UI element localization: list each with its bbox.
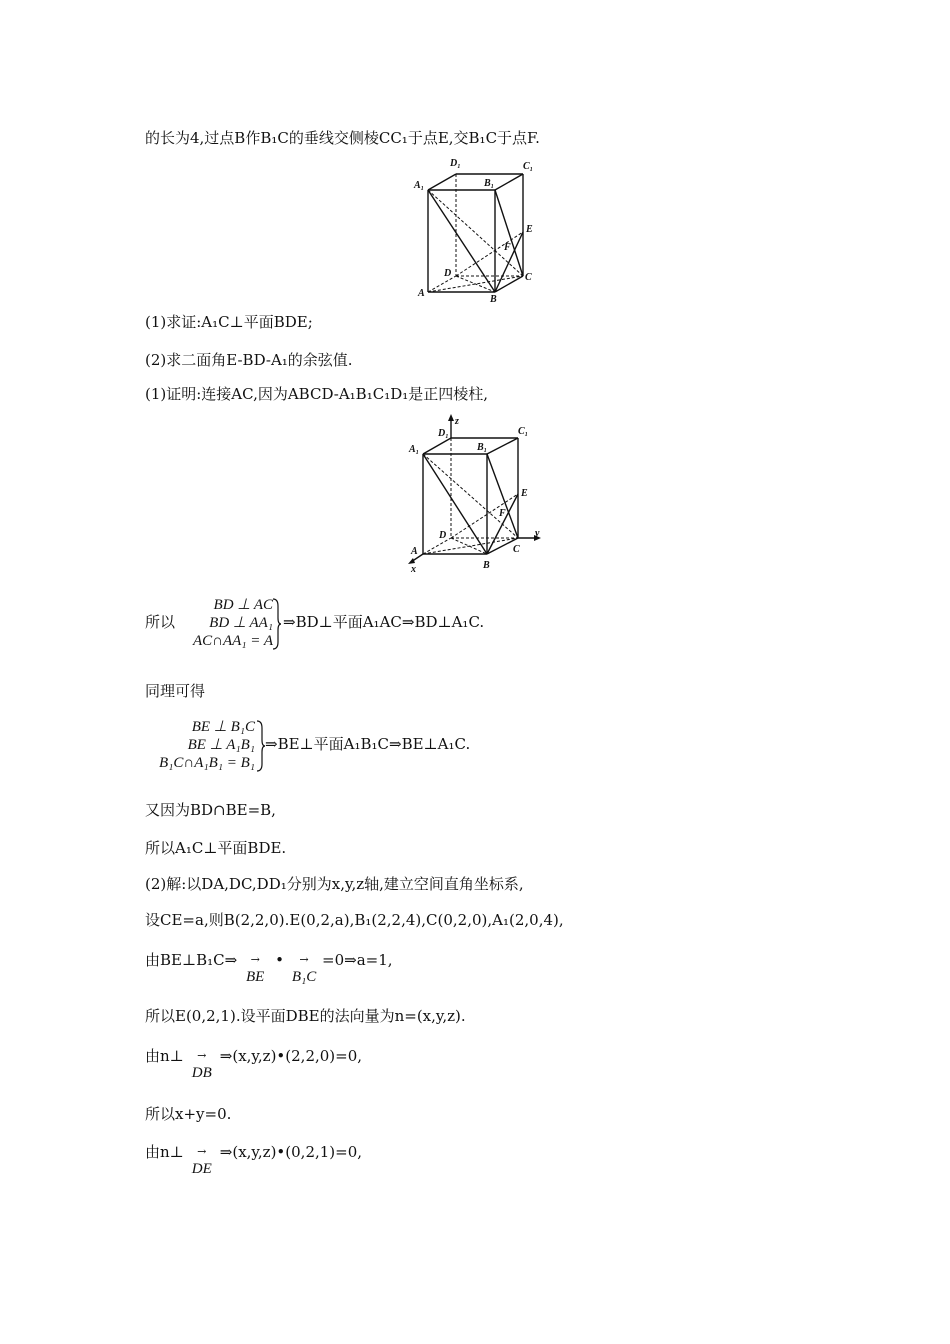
system-1-row-2: BD ⊥ AA₁ <box>209 615 273 631</box>
equation-system-2 <box>145 718 565 774</box>
label-A1: A₁ <box>414 180 425 191</box>
vector-B1C: → B₁C <box>291 953 317 985</box>
label-A: A <box>411 546 418 557</box>
dot-operator: • <box>275 951 285 969</box>
prism-figure-2 <box>405 412 555 574</box>
x-plus-y-line: 所以x+y=0. <box>145 1105 232 1123</box>
perpendicular-condition <box>145 950 393 990</box>
label-F: F <box>499 508 506 519</box>
similarly-line: 同理可得 <box>145 682 206 700</box>
label-B1: B₁ <box>484 178 495 189</box>
eq14-pre: 由n⊥ <box>145 1143 184 1161</box>
system-1-lead: 所以 <box>145 613 176 631</box>
solution-start: (2)解:以DA,DC,DD₁分别为x,y,z轴,建立空间直角坐标系, <box>145 875 524 893</box>
eq10-post: =0⇒a=1, <box>322 951 393 969</box>
problem-statement-line: 的长为4,过点B作B₁C的垂线交侧棱CC₁于点E,交B₁C于点F. <box>145 129 540 147</box>
brace-icon <box>272 598 282 650</box>
label-z-axis: z <box>455 416 459 427</box>
system-1-conclusion: ⇒BD⊥平面A₁AC⇒BD⊥A₁C. <box>283 613 485 631</box>
label-D: D <box>439 530 447 541</box>
label-A1: A₁ <box>409 444 420 455</box>
prism-diagram-2 <box>405 412 555 574</box>
proof-conclusion: 所以A₁C⊥平面BDE. <box>145 839 287 857</box>
equation-system-1 <box>145 596 545 652</box>
label-B1: B₁ <box>477 442 488 453</box>
vector-DE: → DE <box>191 1145 212 1177</box>
question-2: (2)求二面角E-BD-A₁的余弦值. <box>145 351 353 369</box>
system-2-conclusion: ⇒BE⊥平面A₁B₁C⇒BE⊥A₁C. <box>265 735 471 753</box>
label-D1: D₁ <box>438 428 449 439</box>
eq14-post: ⇒(x,y,z)•(0,2,1)=0, <box>219 1143 363 1161</box>
label-C: C <box>513 544 520 555</box>
coordinates-line: 设CE=a,则B(2,2,0).E(0,2,a),B₁(2,2,4),C(0,2,0),A₁(2,0,4), <box>145 911 564 929</box>
prism-diagram-1 <box>410 152 540 304</box>
label-D: D <box>444 268 452 279</box>
label-B: B <box>490 294 497 304</box>
eq12-post: ⇒(x,y,z)•(2,2,0)=0, <box>219 1047 363 1065</box>
label-C1: C₁ <box>523 161 534 172</box>
intersection-line: 又因为BD∩BE=B, <box>145 801 276 819</box>
label-C: C <box>525 272 532 283</box>
label-D1: D₁ <box>450 158 461 169</box>
normal-perp-DB <box>145 1046 362 1086</box>
prism-figure-1 <box>410 152 540 304</box>
system-2-row-1: BE ⊥ B₁C <box>191 719 255 735</box>
label-E: E <box>521 488 528 499</box>
normal-vector-setup: 所以E(0,2,1).设平面DBE的法向量为n=(x,y,z). <box>145 1007 466 1025</box>
label-x-axis: x <box>411 564 416 574</box>
vector-DB: → DB <box>191 1049 212 1081</box>
system-1-row-3: AC∩AA₁ = A <box>192 633 273 649</box>
question-1: (1)求证:A₁C⊥平面BDE; <box>145 313 313 331</box>
system-2-row-2: BE ⊥ A₁B₁ <box>187 737 255 753</box>
label-A: A <box>418 288 425 299</box>
proof-start: (1)证明:连接AC,因为ABCD-A₁B₁C₁D₁是正四棱柱, <box>145 385 489 403</box>
system-1-row-1: BD ⊥ AC <box>213 597 273 613</box>
label-F: F <box>504 242 511 253</box>
system-2-row-3: B₁C∩A₁B₁ = B₁ <box>159 755 255 771</box>
label-E: E <box>526 224 533 235</box>
vector-BE: → BE <box>246 953 265 985</box>
eq12-pre: 由n⊥ <box>145 1047 184 1065</box>
label-B: B <box>483 560 490 571</box>
label-y-axis: y <box>535 528 540 539</box>
label-C1: C₁ <box>518 426 529 437</box>
eq10-pre: 由BE⊥B₁C⇒ <box>145 951 238 969</box>
normal-perp-DE <box>145 1142 362 1182</box>
